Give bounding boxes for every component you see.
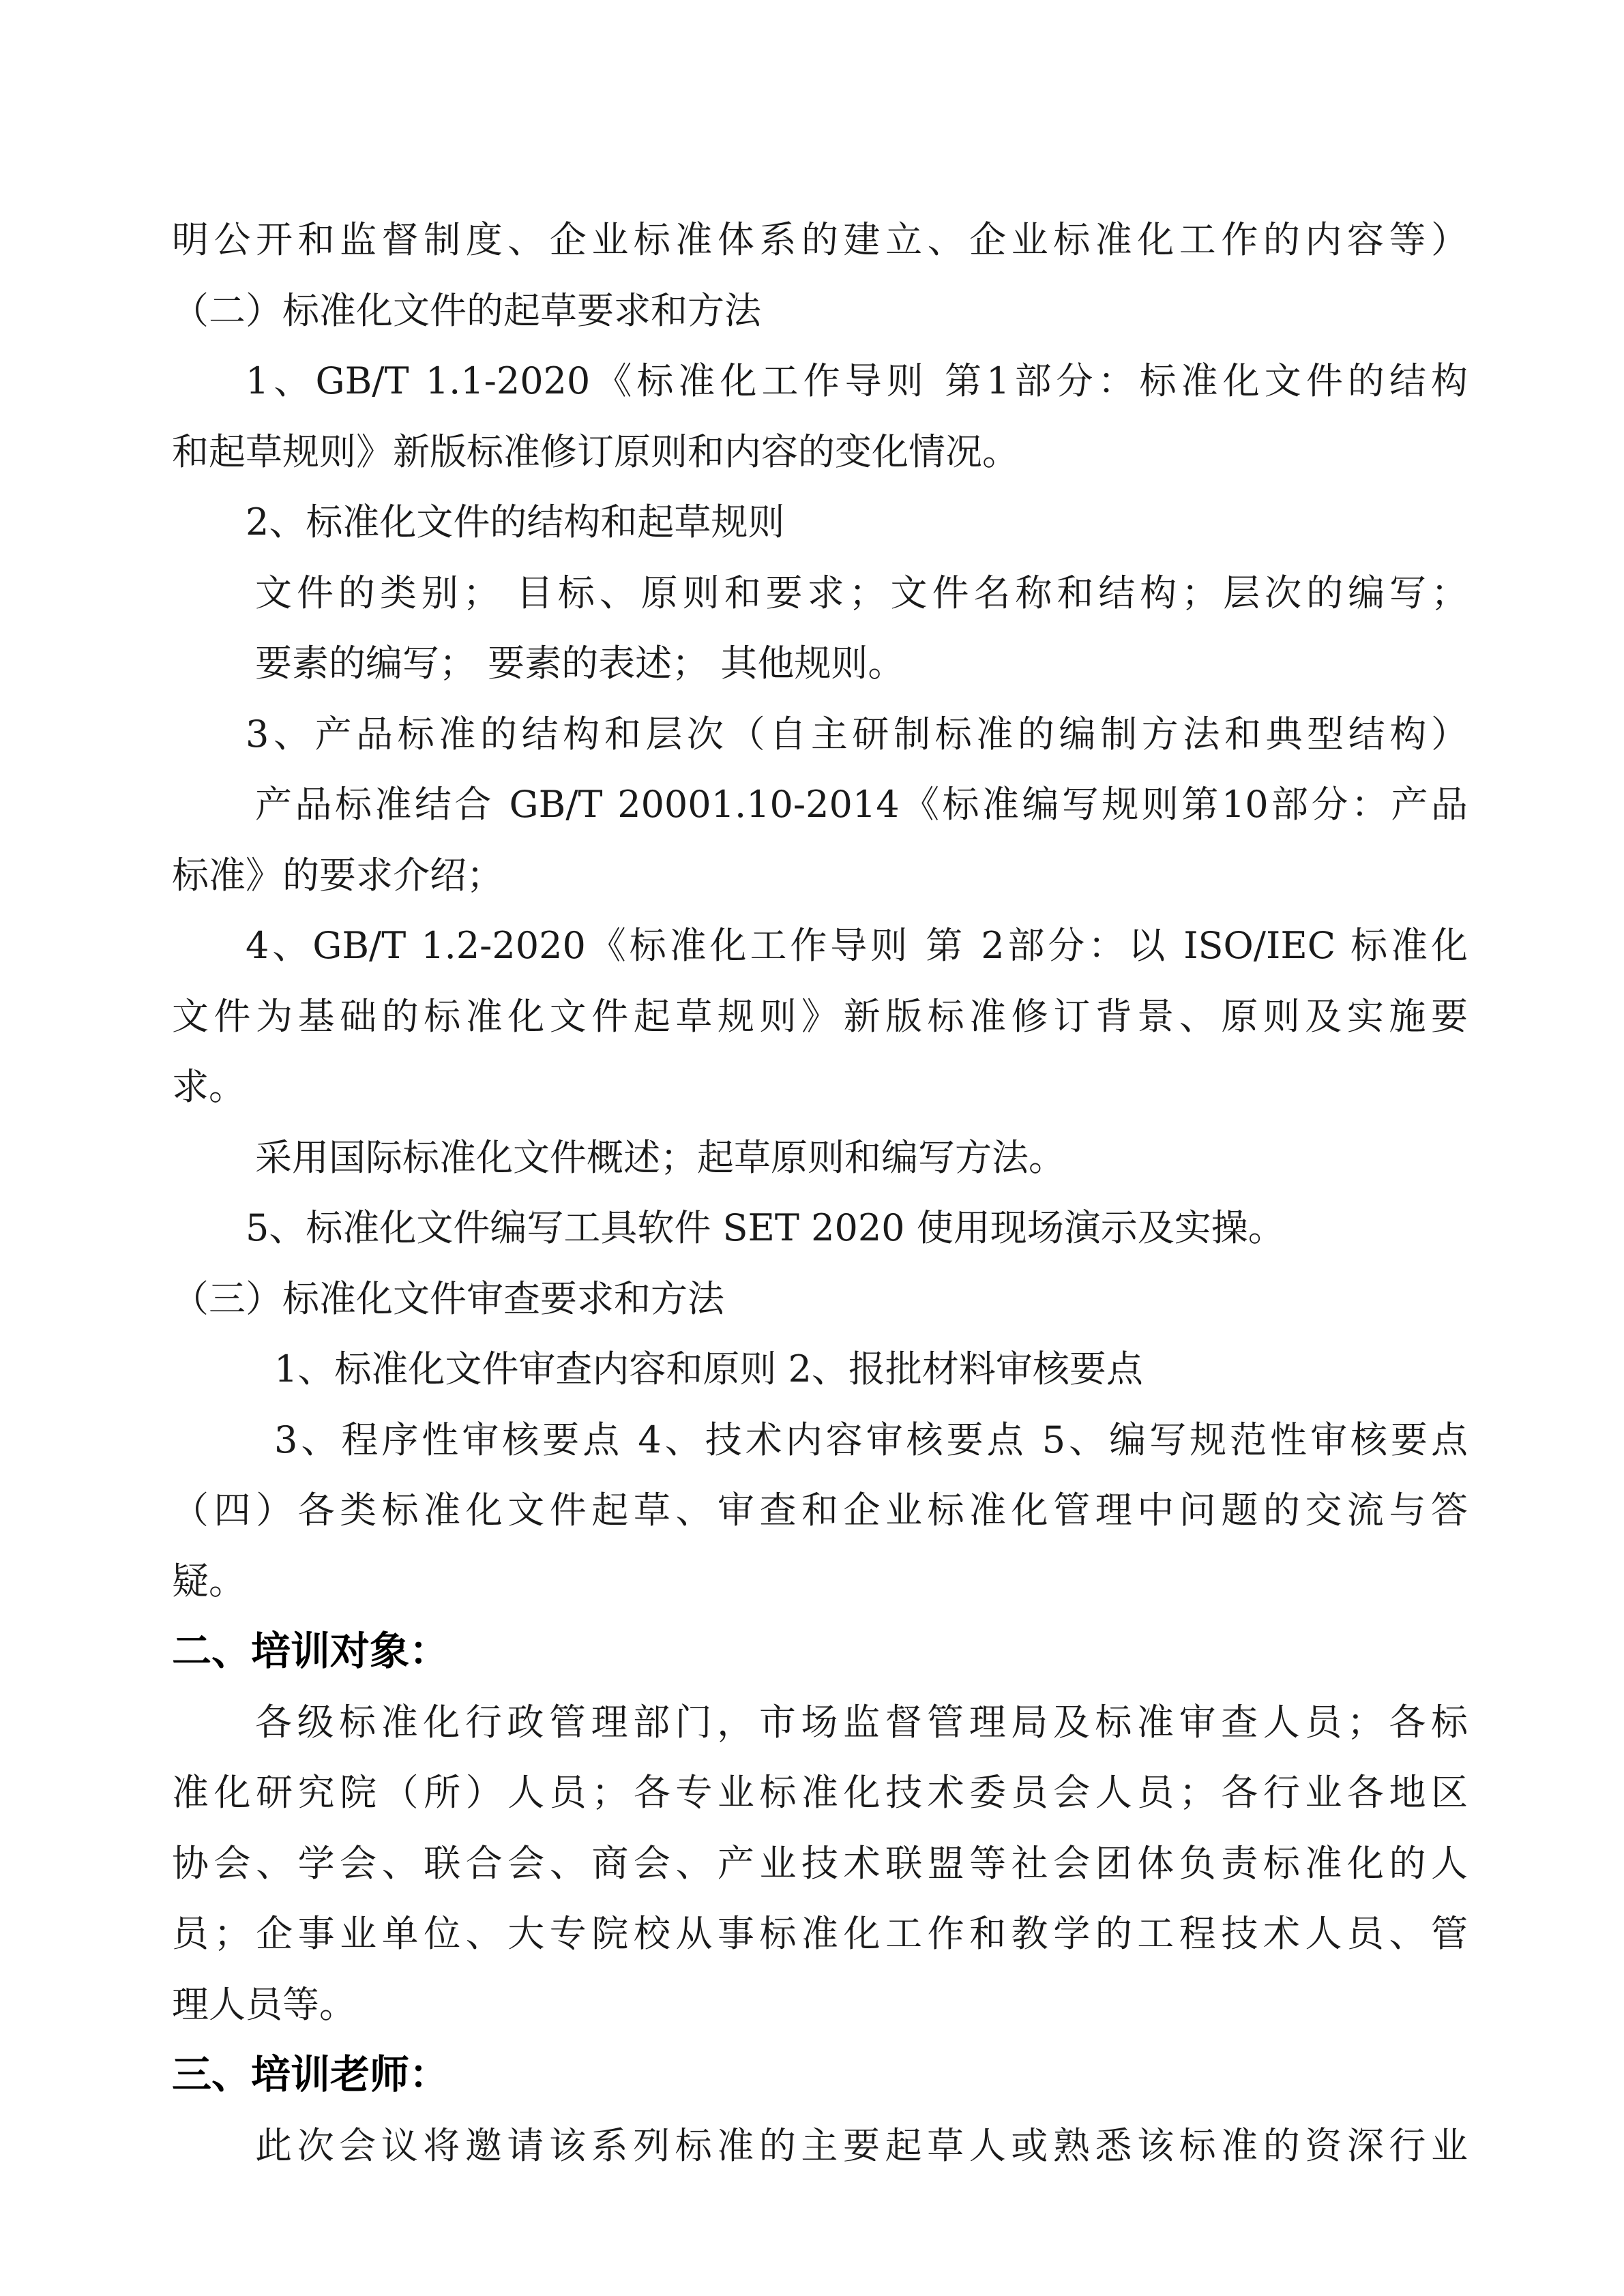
text-line: 疑。 [172, 1559, 246, 1602]
text-line: 准化研究院（所）人员；各专业标准化技术委员会人员；各行业各地区 [172, 1771, 1468, 1814]
text-line: 各级标准化行政管理部门，市场监督管理局及标准审查人员；各标 [255, 1700, 1468, 1744]
text-line: （二）标准化文件的起草要求和方法 [172, 288, 761, 332]
text-line: 1、GB/T 1.1-2020《标准化工作导则 第1部分：标准化文件的结构 [246, 359, 1468, 402]
document-body [172, 205, 1468, 2181]
text-line: 5、标准化文件编写工具软件 SET 2020 使用现场演示及实操。 [246, 1206, 1285, 1249]
text-line: 员；企事业单位、大专院校从事标准化工作和教学的工程技术人员、管 [172, 1912, 1468, 1955]
text-line: 4、GB/T 1.2-2020《标准化工作导则 第 2部分：以 ISO/IEC 标准化 [246, 924, 1468, 967]
text-line: 3、产品标准的结构和层次（自主研制标准的编制方法和典型结构） [246, 712, 1468, 756]
text-line: 和起草规则》新版标准修订原则和内容的变化情况。 [172, 430, 1019, 473]
text-line: 文件为基础的标准化文件起草规则》新版标准修订背景、原则及实施要 [172, 994, 1468, 1038]
section-heading: 二、培训对象： [172, 1628, 449, 1674]
section-heading: 三、培训老师： [172, 2051, 449, 2098]
text-line: （四）各类标准化文件起草、审查和企业标准化管理中问题的交流与答 [172, 1489, 1468, 1532]
text-line: 明公开和监督制度、企业标准体系的建立、企业标准化工作的内容等） [172, 218, 1468, 261]
text-line: 3、程序性审核要点 4、技术内容审核要点 5、编写规范性审核要点 [274, 1418, 1468, 1461]
text-line: 此次会议将邀请该系列标准的主要起草人或熟悉该标准的资深行业 [255, 2123, 1468, 2167]
text-line: 1、标准化文件审查内容和原则 2、报批材料审核要点 [274, 1347, 1143, 1390]
text-line: 文件的类别； 目标、原则和要求；文件名称和结构；层次的编写； [255, 571, 1468, 614]
text-line: 标准》的要求介绍； [172, 853, 503, 897]
text-line: 理人员等。 [172, 1982, 356, 2026]
text-line: 2、标准化文件的结构和起草规则 [246, 501, 785, 543]
text-line: 要素的编写； 要素的表述； 其他规则。 [255, 642, 905, 685]
text-line: 产品标准结合 GB/T 20001.10-2014《标准编写规则第10部分：产品 [255, 783, 1468, 826]
text-line: （三）标准化文件审查要求和方法 [172, 1277, 724, 1320]
text-line: 求。 [172, 1065, 246, 1108]
text-line: 协会、学会、联合会、商会、产业技术联盟等社会团体负责标准化的人 [172, 1841, 1468, 1885]
text-line: 采用国际标准化文件概述；起草原则和编写方法。 [255, 1135, 1065, 1179]
